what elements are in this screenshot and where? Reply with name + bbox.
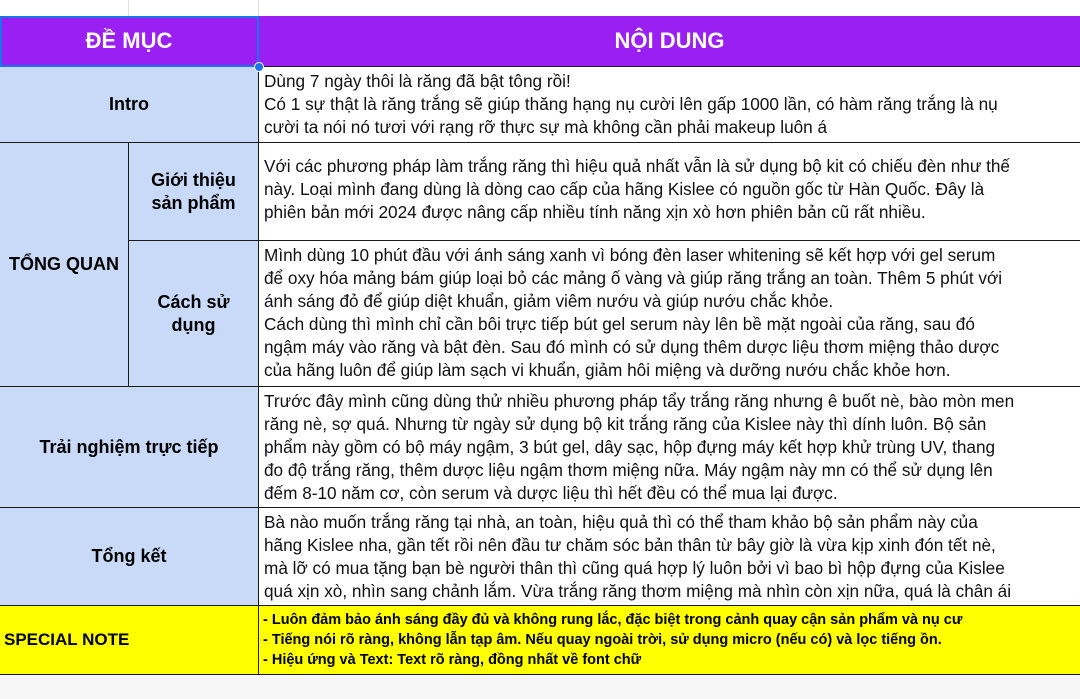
content-line: quá xịn xò, nhìn sang chảnh lắm. Vừa trắng răng thơm miệng mà nhìn còn xịn nữa, quá là chân ái xyxy=(264,581,1012,601)
content-line: răng nè, sợ quá. Nhưng từ ngày sử dụng bộ kit trắng răng của Kislee này thì dính luôn. Bộ sản xyxy=(264,414,987,434)
content-line: ánh sáng đỏ để giúp diệt khuẩn, giảm viêm nướu và giúp nướu chắc khỏe. xyxy=(264,291,834,311)
content-line: mà lỡ có mua tặng bạn bè người thân thì cũng quá hợp lý luôn bởi vì bao bì hộp đựng của Kislee xyxy=(264,558,1005,578)
row-label-usage[interactable] xyxy=(129,241,259,387)
content-line: Trước đây mình cũng dùng thử nhiều phương pháp tẩy trắng răng nhưng ê buốt nè, bào mòn men xyxy=(264,391,1015,411)
selection-fill-handle[interactable] xyxy=(254,62,264,72)
row-label-experience[interactable] xyxy=(0,387,259,508)
content-line: Dùng 7 ngày thôi là răng đã bật tông rồi! xyxy=(264,71,571,91)
content-line: ngậm máy vào răng và bật đèn. Sau đó mình có sử dụng thêm dược liệu thơm miệng thảo dược xyxy=(264,337,1000,357)
content-line: để oxy hóa mảng bám giúp loại bỏ các mảng ố vàng và giúp răng trắng an toàn. Thêm 5 phút với xyxy=(264,268,1003,288)
header-content-label: NỘI DUNG xyxy=(614,28,725,53)
product-label-line: Giới thiệu xyxy=(151,169,236,190)
content-line: phẩm này gồm có bộ máy ngậm, 3 bút gel, dây sạc, hộp đựng máy kết hợp khử trùng UV, thang xyxy=(264,437,996,457)
row-content-intro[interactable] xyxy=(259,67,1080,143)
header-cell-category[interactable] xyxy=(0,16,259,67)
sheet-bottom-strip xyxy=(0,675,1080,699)
content-line: Với các phương pháp làm trắng răng thì hiệu quả nhất vẫn là sử dụng bộ kit có chiếu đèn như thế xyxy=(264,156,1010,176)
row-label-overview[interactable] xyxy=(0,143,129,387)
row-label-special-note[interactable] xyxy=(0,606,259,675)
content-line: này. Loại mình đang dùng là dòng cao cấp của hãng Kislee có nguồn gốc từ Hàn Quốc. Đây là xyxy=(264,179,985,199)
intro-label: Intro xyxy=(109,94,149,114)
special-note-label: SPECIAL NOTE xyxy=(4,630,130,649)
note-line: - Luôn đảm bảo ánh sáng đầy đủ và không rung lắc, đặc biệt trong cảnh quay cận sản phẩm và nụ cư xyxy=(263,612,963,628)
usage-label-line: dụng xyxy=(171,314,216,335)
content-line: Cách dùng thì mình chỉ cần bôi trực tiếp bút gel serum này lên bề mặt ngoài của răng, sau đó xyxy=(264,314,975,334)
content-line: đếm 8-10 năm cơ, còn serum và dược liệu thì hết đều có thể mua lại được. xyxy=(264,483,838,503)
header-category-label: ĐỀ MỤC xyxy=(85,28,173,53)
row-label-intro[interactable] xyxy=(0,67,259,143)
content-line: Bà nào muốn trắng răng tại nhà, an toàn, hiệu quả thì có thể tham khảo bộ sản phẩm này của xyxy=(264,512,978,532)
content-line: đo độ trắng răng, thêm dược liệu ngậm thơm miệng nữa. Máy ngậm này mn có thể sử dụng lên xyxy=(264,460,993,480)
row-label-product[interactable] xyxy=(129,143,259,241)
row-content-experience[interactable] xyxy=(259,387,1080,508)
content-line: hãng Kislee nha, gần tết rồi nên đầu tư chăm sóc bản thân từ bây giờ là vừa kịp xinh đón tết nè, xyxy=(264,535,996,555)
sheet-top-strip xyxy=(0,0,1080,16)
row-label-summary[interactable] xyxy=(0,508,259,606)
product-label-line: sản phẩm xyxy=(151,192,236,213)
content-line: cười ta nói nó tươi với rạng rỡ thực sự mà không cần phải makeup luôn á xyxy=(264,117,828,137)
row-content-special-note[interactable] xyxy=(259,606,1080,675)
content-line: Có 1 sự thật là răng trắng sẽ giúp thăng hạng nụ cười lên gấp 1000 lần, có hàm răng trắng là nụ xyxy=(264,94,998,114)
overview-label: TỔNG QUAN xyxy=(9,254,119,274)
column-gridline xyxy=(258,0,259,16)
content-line: của hãng luôn để giúp làm sạch vi khuẩn, giảm hôi miệng và dưỡng nướu chắc khỏe hơn. xyxy=(264,360,951,380)
note-line: - Tiếng nói rõ ràng, không lẫn tạp âm. Nếu quay ngoài trời, sử dụng micro (nếu có) và lọc tiếng ồn. xyxy=(263,632,942,648)
summary-label: Tổng kết xyxy=(91,546,167,566)
note-line: - Hiệu ứng và Text: Text rõ ràng, đồng nhất về font chữ xyxy=(263,652,642,668)
row-content-usage[interactable] xyxy=(259,241,1080,387)
experience-label: Trải nghiệm trực tiếp xyxy=(39,436,219,457)
usage-label-line: Cách sử xyxy=(157,291,230,312)
row-content-product[interactable] xyxy=(259,143,1080,241)
content-line: phiên bản mới 2024 được nâng cấp nhiều tính năng xịn xò hơn phiên bản cũ rất nhiều. xyxy=(264,202,926,222)
row-content-summary[interactable] xyxy=(259,508,1080,606)
content-line: Mình dùng 10 phút đầu với ánh sáng xanh vì bóng đèn laser whitening sẽ kết hợp với gel serum xyxy=(264,245,996,265)
column-gridline xyxy=(128,0,129,16)
header-cell-content[interactable] xyxy=(259,16,1080,67)
